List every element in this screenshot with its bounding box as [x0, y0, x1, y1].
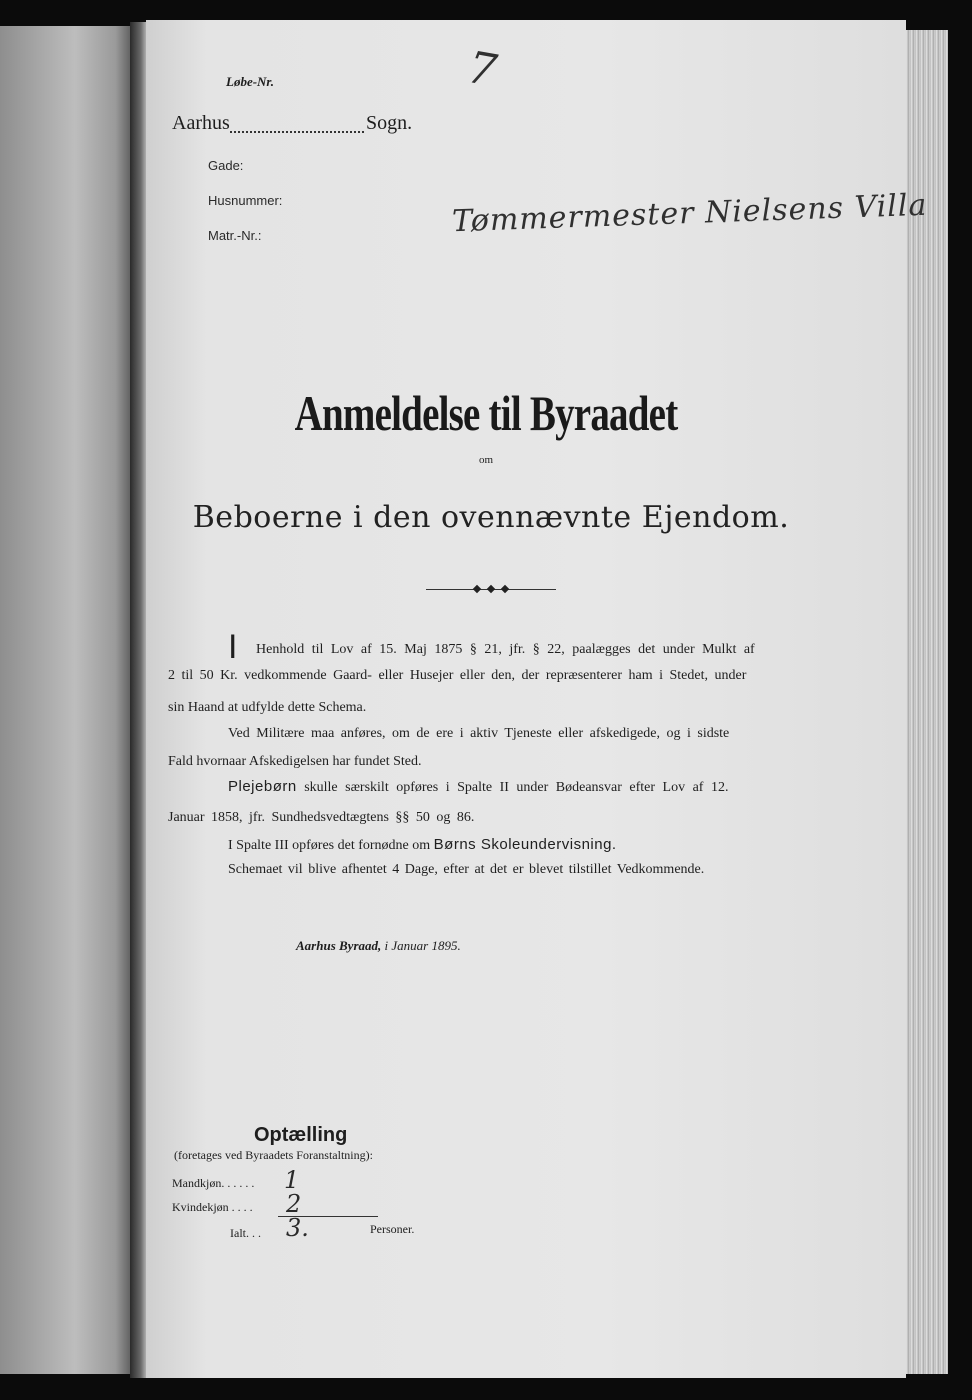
drop-cap: I	[228, 628, 238, 666]
signature-authority: Aarhus Byraad,	[296, 938, 382, 953]
house-number-label: Husnummer:	[208, 193, 283, 208]
handwritten-number: 7	[463, 41, 501, 98]
female-count-label: Kvindekjøn . . . .	[172, 1200, 253, 1214]
persons-label: Personer.	[370, 1222, 415, 1236]
schooling-emphasis: Børns Skoleundervisning.	[433, 836, 617, 853]
paragraph-2-line-2: Fald hvornaar Afskedigelsen har fundet Sted.	[168, 754, 422, 769]
signature-line	[296, 938, 461, 954]
paragraph-4-start: I Spalte III opføres det fornødne om	[228, 838, 434, 853]
signature-date: i Januar 1895.	[381, 938, 461, 953]
paragraph-1-line-3: sin Haand at udfylde dette Schema.	[168, 700, 367, 715]
ornament-divider	[426, 586, 556, 594]
count-heading: Optælling	[254, 1124, 348, 1146]
paragraph-3-line-2: Januar 1858, jfr. Sundhedsvedtægtens §§ 50 og 86.	[168, 810, 475, 825]
left-facing-page	[0, 26, 136, 1374]
document-title: Anmeldelse til Byraadet	[294, 385, 678, 441]
title-connector: om	[478, 454, 494, 466]
female-count-value: 2	[286, 1190, 302, 1218]
total-count-label: Ialt. . .	[230, 1226, 261, 1240]
matr-number-label: Matr.-Nr.:	[208, 228, 262, 243]
count-subheading: (foretages ved Byraadets Foranstaltning):	[174, 1148, 373, 1162]
paragraph-1-line-2: 2 til 50 Kr. vedkommende Gaard- eller Husejer eller den, der repræsenterer ham i Stedet, under	[168, 668, 747, 683]
page-edges	[900, 30, 948, 1374]
ornament-diamond	[487, 585, 495, 593]
ornament-diamond	[501, 585, 509, 593]
street-label: Gade:	[208, 158, 244, 173]
loebe-nr-label: Løbe-Nr.	[226, 74, 275, 89]
parish-fill-line	[230, 131, 364, 133]
paragraph-1-line-1: Henhold til Lov af 15. Maj 1875 § 21, jfr. § 22, paalægges det under Mulkt af	[256, 642, 755, 657]
paragraph-3-line-1	[228, 778, 728, 796]
paragraph-4	[228, 836, 617, 854]
ornament-diamond	[473, 585, 481, 593]
parish-label: Sogn.	[366, 112, 413, 134]
document-subtitle: Beboerne i den ovennævnte Ejendom.	[192, 500, 790, 535]
paragraph-2-line-1: Ved Militære maa anføres, om de ere i aktiv Tjeneste eller afskedigede, og i sidste	[228, 726, 730, 741]
foster-children-emphasis: Plejebørn	[228, 778, 297, 795]
paragraph-3-rest: skulle særskilt opføres i Spalte II under Bødeansvar efter Lov af 12.	[296, 780, 729, 795]
paragraph-5: Schemaet vil blive afhentet 4 Dage, efter at det er blevet tilstillet Vedkommende.	[228, 862, 705, 877]
male-count-label: Mandkjøn. . . . . .	[172, 1176, 255, 1190]
male-count-value: 1	[284, 1166, 300, 1194]
city-label: Aarhus	[172, 112, 230, 134]
handwritten-street-entry: Tømmermester Nielsens Villa	[451, 187, 928, 240]
total-count-value: 3.	[286, 1214, 309, 1242]
